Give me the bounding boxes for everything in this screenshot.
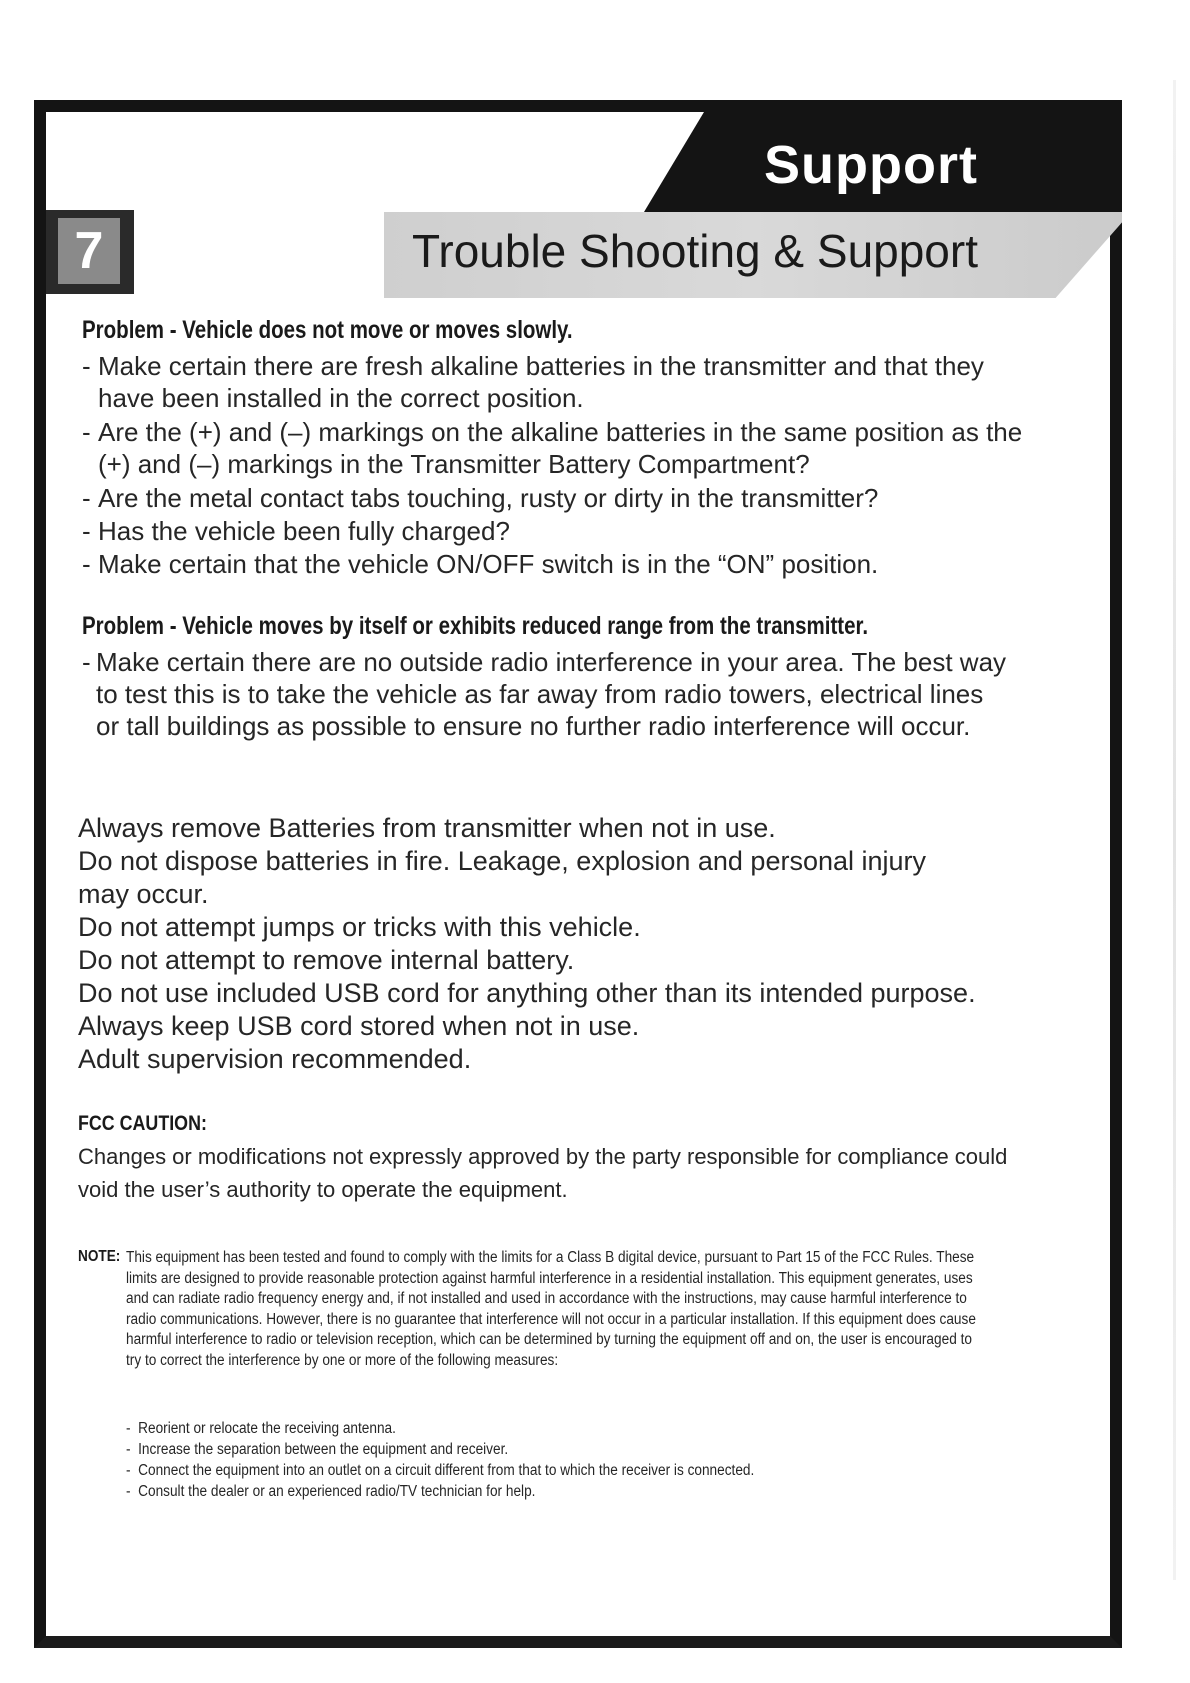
problem-2-heading: Problem - Vehicle moves by itself or exhibits reduced range from the transmitter. [82, 612, 869, 640]
bullet-dash: - [126, 1483, 139, 1500]
warning-line: Do not use included USB cord for anything other than its intended purpose. [78, 978, 976, 1008]
bullet-dash: - [82, 417, 91, 447]
chapter-number: 7 [58, 218, 120, 284]
problem-1-item: - Has the vehicle been fully charged? [82, 516, 510, 546]
bullet-dash: - [126, 1441, 139, 1458]
problem-1-item: - Make certain that the vehicle ON/OFF switch is in the “ON” position. [82, 549, 879, 579]
section-title: Support [764, 135, 978, 195]
bullet-dash: - [82, 351, 91, 381]
warning-line: Do not attempt jumps or tricks with this vehicle. [78, 912, 641, 942]
warning-line: Do not attempt to remove internal battery. [78, 945, 575, 975]
problem-1-heading: Problem - Vehicle does not move or moves slowly. [82, 316, 573, 344]
problem-1-item: - Are the (+) and (–) markings on the alkaline batteries in the same position as the (+) and (–) markings in the Transmitter Battery Compartment? [82, 417, 1023, 479]
page-frame [34, 100, 1122, 1648]
note-label: NOTE: [78, 1248, 121, 1265]
subsection-title: Trouble Shooting & Support [412, 225, 978, 277]
bullet-dash: - [126, 1420, 139, 1437]
note-measure: - Connect the equipment into an outlet on a circuit different from that to which the receiver is connected. [126, 1462, 755, 1479]
note-measure: - Consult the dealer or an experienced radio/TV technician for help. [126, 1483, 536, 1500]
chapter-badge [46, 210, 134, 294]
warning-line: may occur. [78, 879, 209, 909]
problem-2-item: - Make certain there are no outside radio interference in your area. The best way to test this is to take the vehicle as far away from radio towers, electrical lines or tall buildings as possible to ensure no further radio interference will occur. [82, 647, 1007, 741]
warning-line: Adult supervision recommended. [78, 1044, 472, 1074]
warning-line: Always remove Batteries from transmitter when not in use. [78, 813, 776, 843]
bullet-dash: - [82, 516, 91, 546]
bullet-dash: - [82, 549, 91, 579]
problem-1-item: - Are the metal contact tabs touching, rusty or dirty in the transmitter? [82, 483, 879, 513]
page-edge-shadow [1173, 80, 1176, 1580]
note-measure: - Reorient or relocate the receiving antenna. [126, 1420, 396, 1437]
bullet-dash: - [82, 647, 91, 677]
warning-line: Always keep USB cord stored when not in use. [78, 1011, 640, 1041]
fcc-caution-text: Changes or modifications not expressly approved by the party responsible for compliance could void the user’s authority to operate the equipment. [78, 1144, 1008, 1202]
bullet-dash: - [126, 1462, 139, 1479]
bullet-dash: - [82, 483, 91, 513]
note-measure: - Increase the separation between the equipment and receiver. [126, 1441, 509, 1458]
header [46, 112, 1110, 292]
note-text: This equipment has been tested and found to comply with the limits for a Class B digital device, pursuant to Part 15 of the FCC Rules. These limits are designed to provide reasonable protection against harmful interference in a residential installation. This equipment generates, uses and can radiate radio frequency energy and, if not installed and used in accordance with the instructions, may cause harmful interference to radio communications. However, there is no guarantee that interference will not occur in a particular installation. If this equipment does cause harmful interference to radio or television reception, which can be determined by turning the equipment off and on, the user is encouraged to try to correct the interference by one or more of the following measures: [126, 1249, 976, 1369]
problem-1-item: - Make certain there are fresh alkaline batteries in the transmitter and that they have been installed in the correct position. [82, 351, 984, 413]
fcc-caution-heading: FCC CAUTION: [78, 1112, 207, 1135]
warning-line: Do not dispose batteries in fire. Leakage, explosion and personal injury [78, 846, 927, 876]
